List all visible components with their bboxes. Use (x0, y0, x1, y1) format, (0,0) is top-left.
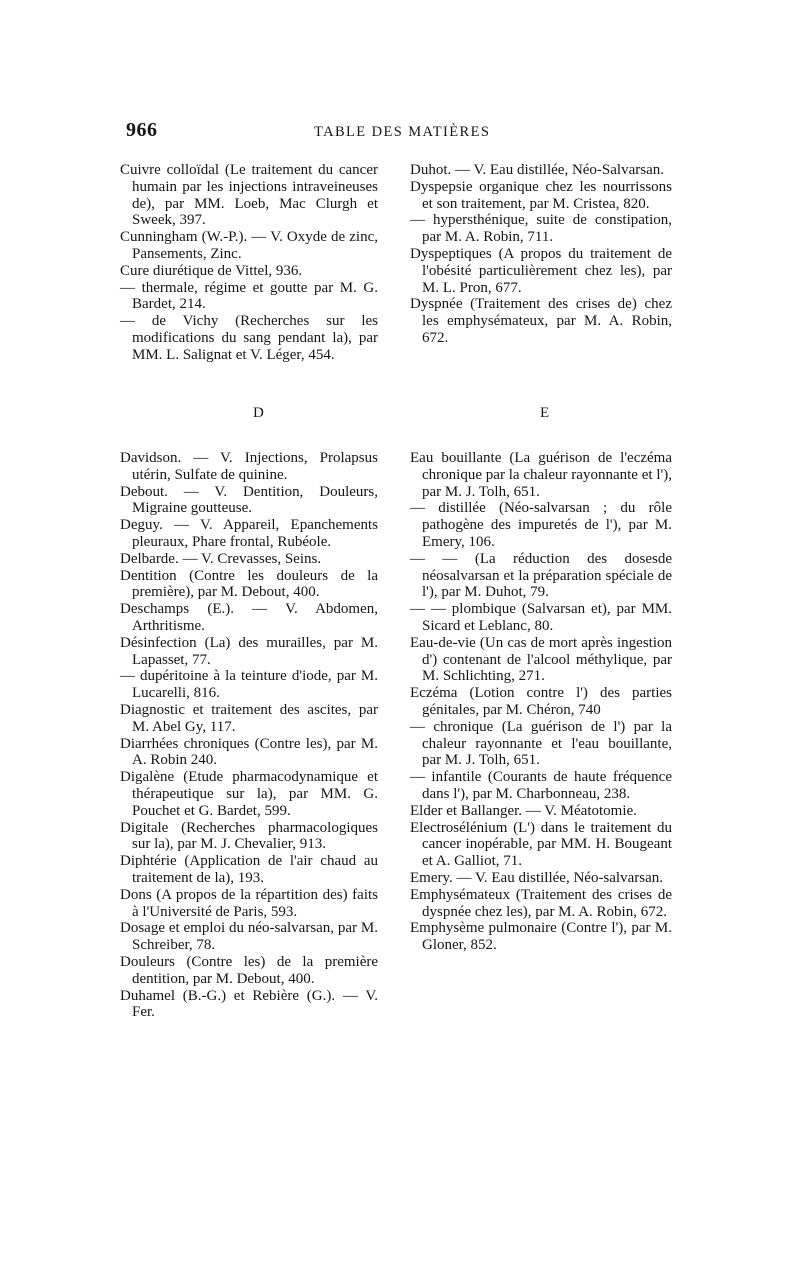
index-entry: Cunningham (W.-P.). — V. Oxyde de zinc, Pansements, Zinc. (120, 229, 378, 262)
index-entry: Debout. — V. Dentition, Douleurs, Migraine goutteuse. (120, 483, 378, 517)
index-entry: Dosage et emploi du néo-salvarsan, par M. Schreiber, 78. (120, 920, 378, 954)
left-top-column (120, 162, 378, 364)
index-entry: Deschamps (E.). — V. Abdomen, Arthritisme. (120, 601, 378, 634)
left-bottom-column (120, 450, 378, 1021)
index-entry: Douleurs (Contre les) de la première dentition, par M. Debout, 400. (120, 953, 378, 987)
index-entry: — distillée (Néo-salvarsan ; du rôle pathogène des impuretés de l'), par M. Emery, 106. (410, 500, 672, 550)
index-entry: Diphtérie (Application de l'air chaud au traitement de la), 193. (120, 853, 378, 886)
index-entry: Dyspeptiques (A propos du traitement de l'obésité particulièrement chez les), par M. L. Pron, 677. (410, 245, 672, 296)
index-entry: — dupéritoine à la teinture d'iode, par M. Lucarelli, 816. (120, 668, 378, 702)
index-entry: Emphysémateux (Traitement des crises de dyspnée chez les), par M. A. Robin, 672. (410, 886, 672, 920)
page-number: 966 (126, 119, 158, 141)
index-entry: Dentition (Contre les douleurs de la première), par M. Debout, 400. (120, 567, 378, 601)
index-entry: — de Vichy (Recherches sur les modifications du sang pendant la), par MM. L. Salignat et V. Léger, 454. (120, 313, 378, 363)
index-entry: Dyspnée (Traitement des crises de) chez les emphysémateux, par M. A. Robin, 672. (410, 296, 672, 346)
running-head: TABLE DES MATIÈRES (314, 124, 491, 140)
index-entry: — — plombique (Salvarsan et), par MM. Sicard et Leblanc, 80. (410, 601, 672, 634)
section-letter-e: E (540, 405, 550, 421)
right-bottom-column (410, 450, 672, 954)
index-entry: Elder et Ballanger. — V. Méatotomie. (410, 802, 637, 819)
index-entry: Eau bouillante (La guérison de l'eczéma chronique par la chaleur rayonnante et l'), par M. J. Tolh, 651. (410, 450, 672, 500)
index-entry: Emphysème pulmonaire (Contre l'), par M. Gloner, 852. (410, 920, 672, 954)
index-entry: Dyspepsie organique chez les nourrissons et son traitement, par M. Cristea, 820. (410, 178, 672, 212)
index-entry: Eau-de-vie (Un cas de mort après ingestion d') contenant de l'alcool méthylique, par M. Schlichting, 271. (410, 634, 672, 685)
index-entry: Eczéma (Lotion contre l') des parties génitales, par M. Chéron, 740 (410, 685, 672, 718)
index-entry: Duhot. — V. Eau distillée, Néo-Salvarsan. (410, 162, 664, 178)
index-entry: — hypersthénique, suite de constipation, par M. A. Robin, 711. (410, 212, 672, 246)
index-entry: — thermale, régime et goutte par M. G. Bardet, 214. (120, 279, 378, 313)
index-entry: Désinfection (La) des murailles, par M. Lapasset, 77. (120, 634, 378, 668)
index-entry: Duhamel (B.-G.) et Rebière (G.). — V. Fer. (120, 987, 378, 1021)
index-entry: — infantile (Courants de haute fréquence dans l'), par M. Charbonneau, 238. (410, 769, 672, 802)
index-entry: Dons (A propos de la répartition des) faits à l'Université de Paris, 593. (120, 886, 378, 920)
index-entry: Cuivre colloïdal (Le traitement du cancer humain par les injections intraveineuses de), par MM. Loeb, Mac Clurgh et Sweek, 397. (120, 162, 378, 229)
index-entry: Delbarde. — V. Crevasses, Seins. (120, 550, 322, 567)
index-entry: — — (La réduction des dosesde néosalvarsan et la préparation spéciale de l'), par M. Duhot, 79. (410, 550, 672, 601)
index-entry: Emery. — V. Eau distillée, Néo-salvarsan. (410, 869, 663, 886)
index-entry: Electrosélénium (L') dans le traitement du cancer inopérable, par MM. H. Bougeant et A. Galliot, 71. (410, 819, 672, 870)
section-letter-d: D (253, 405, 264, 421)
index-entry: Digitale (Recherches pharmacologiques sur la), par M. J. Chevalier, 913. (120, 819, 378, 853)
index-entry: Cure diurétique de Vittel, 936. (120, 262, 303, 279)
index-entry: Davidson. — V. Injections, Prolapsus utérin, Sulfate de quinine. (120, 450, 378, 483)
right-top-column (410, 162, 672, 347)
index-entry: Deguy. — V. Appareil, Epanchements pleuraux, Phare frontal, Rubéole. (120, 517, 378, 550)
index-entry: Diagnostic et traitement des ascites, par M. Abel Gy, 117. (120, 701, 378, 735)
index-entry: — chronique (La guérison de l') par la chaleur rayonnante et l'eau bouillante, par M. J. Tolh, 651. (410, 718, 672, 769)
index-entry: Digalène (Etude pharmacodynamique et thérapeutique sur la), par MM. G. Pouchet et G. Bardet, 599. (120, 769, 378, 819)
index-entry: Diarrhées chroniques (Contre les), par M. A. Robin 240. (120, 735, 378, 769)
